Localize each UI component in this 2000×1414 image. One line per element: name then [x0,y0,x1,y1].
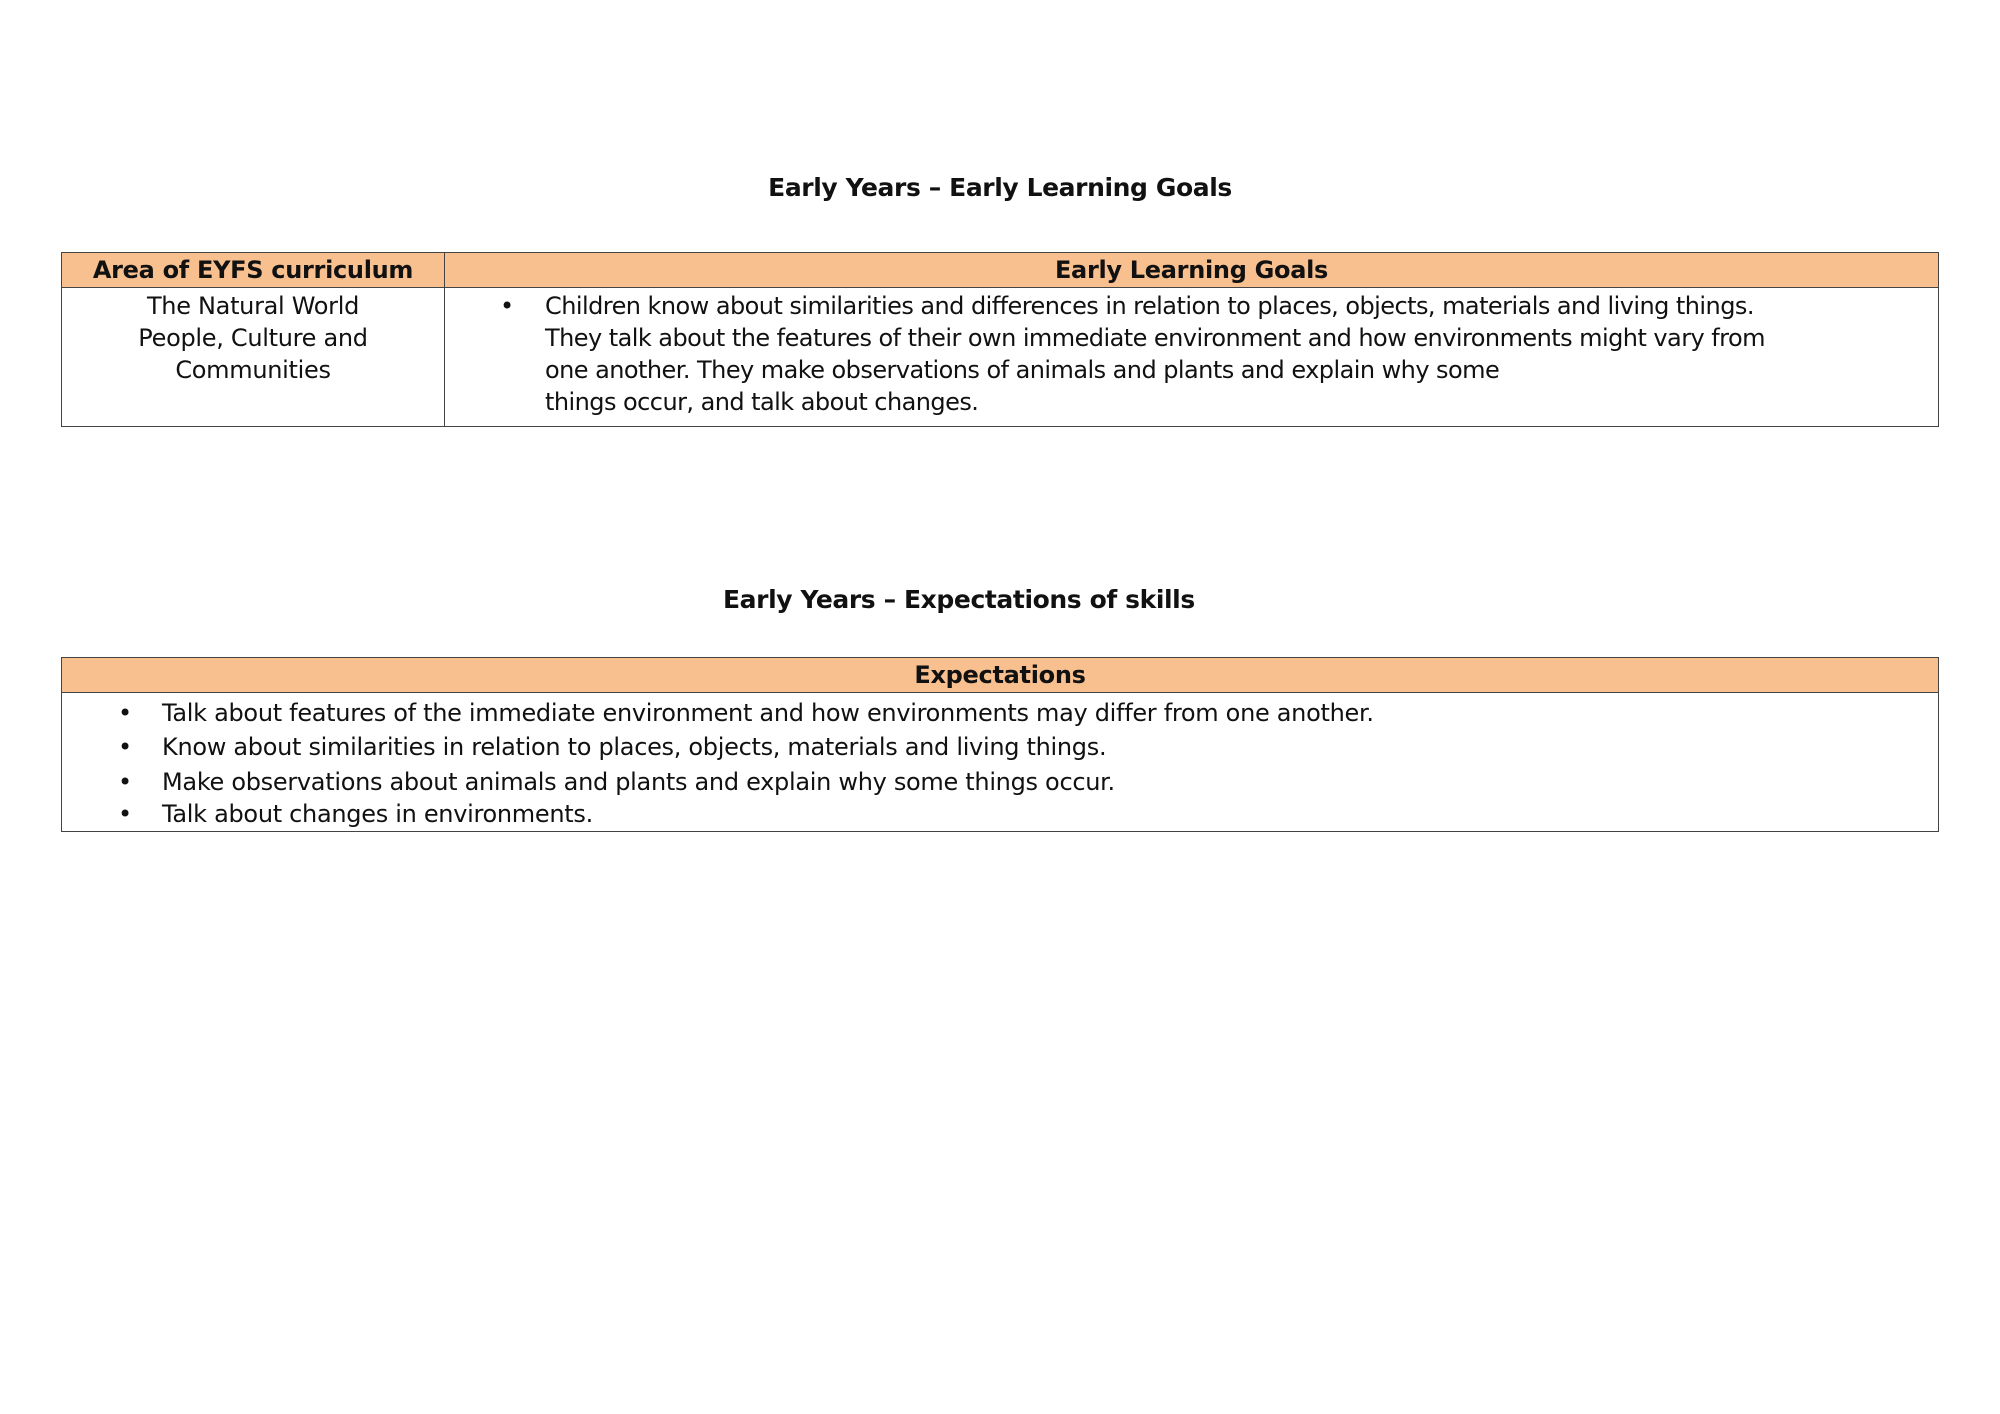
table-header-row [62,253,1939,288]
column-header-goals: Early Learning Goals [445,253,1939,288]
bullet-icon: • [500,292,515,320]
early-learning-goals-table [61,252,1939,427]
goals-cell [445,288,1939,427]
table-row [62,288,1939,427]
bullet-icon: • [118,800,132,828]
bullet-icon: • [118,733,132,761]
column-header-expectations: Expectations [62,658,1939,693]
list-item [62,798,1938,830]
bullet-icon: • [118,768,132,796]
expectations-table [61,657,1939,832]
list-item [62,766,1938,800]
goal-line: things occur, and talk about changes. [545,388,979,416]
bullet-icon: • [118,699,132,727]
table-header-row [62,658,1939,693]
list-item-text: Know about similarities in relation to places, objects, materials and living things. [162,733,1107,761]
section-title-expectations-of-skills: Early Years – Expectations of skills [723,585,1195,614]
expectations-list [62,693,1938,830]
list-item [62,697,1938,731]
list-item-text: Make observations about animals and plants and explain why some things occur. [162,768,1115,796]
section-title-early-learning-goals: Early Years – Early Learning Goals [768,173,1232,202]
goal-text [545,290,1938,418]
area-line: People, Culture and [138,324,368,352]
list-item [62,731,1938,765]
goal-line: Children know about similarities and differences in relation to places, objects, materials and living things. [545,292,1754,320]
goal-line: They talk about the features of their own immediate environment and how environments might vary from [545,324,1765,352]
goal-line: one another. They make observations of animals and plants and explain why some [545,356,1500,384]
list-item-text: Talk about features of the immediate environment and how environments may differ from one another. [162,699,1374,727]
expectations-cell [62,693,1939,832]
table-row [62,693,1939,832]
area-line: Communities [175,356,331,384]
area-cell [62,288,445,427]
area-line: The Natural World [146,292,360,320]
column-header-area: Area of EYFS curriculum [62,253,445,288]
list-item-text: Talk about changes in environments. [162,800,593,828]
